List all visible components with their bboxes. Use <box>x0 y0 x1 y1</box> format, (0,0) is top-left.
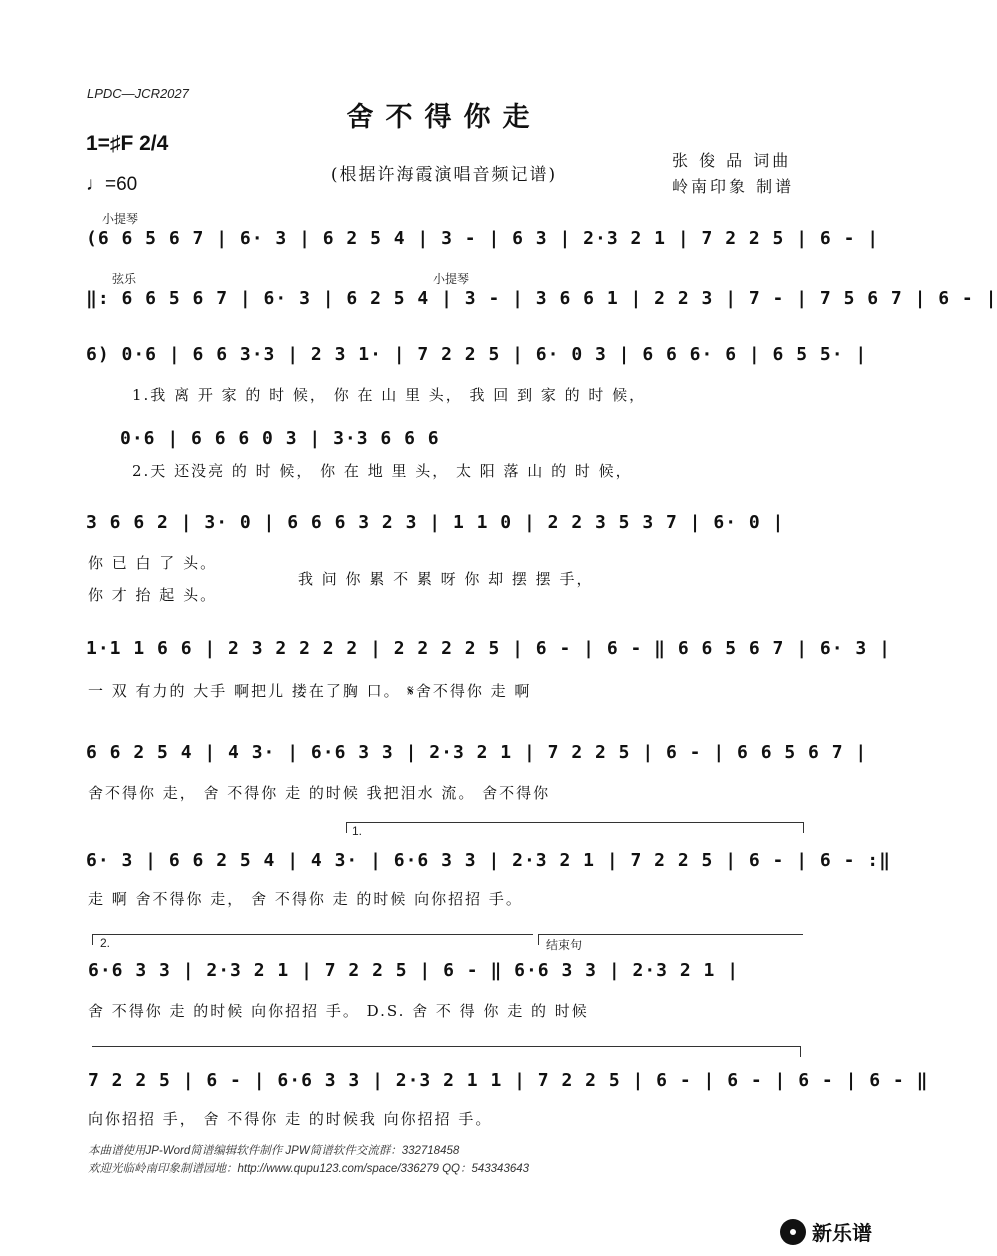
volta-bracket <box>346 822 804 833</box>
notation-line: 6·6 3 3 | 2·3 2 1 | 7 2 2 5 | 6 - ‖ 6·6 3 3 | 2·3 2 1 | <box>88 960 740 981</box>
lyric-line: 舍 不得你 走 的时候 向你招招 手。 D.S. 舍 不 得 你 走 的 时候 <box>88 1002 589 1020</box>
notation-line: ‖: 6 6 5 6 7 | 6· 3 | 6 2 5 4 | 3 - | 3 6 6 1 | 2 2 3 | 7 - | 7 5 6 7 | 6 - | <box>86 288 997 309</box>
instrument-label: 弦乐 <box>112 272 137 286</box>
volta-bracket <box>92 934 533 945</box>
score-code: LPDC—JCR2027 <box>87 86 189 101</box>
ending-label: 结束句 <box>546 938 583 952</box>
lyric-line: 2.天 还没亮 的 时 候， 你 在 地 里 头， 太 阳 落 山 的 时 候， <box>132 462 633 480</box>
lyric-line: 一 双 有力的 大手 啊把儿 搂在了胸 口。 𝄋舍不得你 走 啊 <box>88 682 532 700</box>
volta-number: 2. <box>100 936 111 950</box>
notation-line: 6) 0·6 | 6 6 3·3 | 2 3 1· | 7 2 2 5 | 6· 0 3 | 6 6 6· 6 | 6 5 5· | <box>86 344 868 365</box>
lyric-line: 你 才 抬 起 头。 <box>88 586 218 604</box>
page-title: 舍不得你走 <box>346 102 542 133</box>
lyric-line: 舍不得你 走， 舍 不得你 走 的时候 我把泪水 流。 舍不得你 <box>88 784 551 802</box>
notation-line: (6 6 5 6 7 | 6· 3 | 6 2 5 4 | 3 - | 6 3 | 2·3 2 1 | 7 2 2 5 | 6 - | <box>86 228 880 249</box>
notation-line: 7 2 2 5 | 6 - | 6·6 3 3 | 2·3 2 1 1 | 7 2 2 5 | 6 - | 6 - | 6 - | 6 - ‖ <box>88 1070 929 1091</box>
footer-line: 欢迎光临岭南印象制谱园地：http://www.qupu123.com/space/336279 QQ：543343643 <box>88 1163 530 1175</box>
volta-number: 1. <box>352 824 363 838</box>
site-logo <box>780 1217 872 1246</box>
instrument-label: 小提琴 <box>102 212 139 226</box>
notation-line: 3 6 6 2 | 3· 0 | 6 6 6 3 2 3 | 1 1 0 | 2 2 3 5 3 7 | 6· 0 | <box>86 512 785 533</box>
lyric-line: 走 啊 舍不得你 走， 舍 不得你 走 的时候 向你招招 手。 <box>88 890 523 908</box>
logo-text: 新乐谱 <box>812 1221 872 1245</box>
footer-line: 本曲谱使用JP-Word简谱编辑软件制作 JPW简谱软件交流群：332718458 <box>88 1145 460 1157</box>
arranger-credit: 岭南印象 制谱 <box>672 177 795 196</box>
instrument-label: 小提琴 <box>433 272 470 286</box>
subtitle: (根据许海霞演唱音频记谱) <box>330 165 558 185</box>
key-signature: 1=♯F 2/4 <box>86 132 169 155</box>
notation-line: 6· 3 | 6 6 2 5 4 | 4 3· | 6·6 3 3 | 2·3 2 1 | 7 2 2 5 | 6 - | 6 - :‖ <box>86 850 891 871</box>
vinyl-disc-icon <box>780 1219 806 1245</box>
notation-line: 1·1 1 6 6 | 2 3 2 2 2 2 | 2 2 2 2 5 | 6 - | 6 - ‖ 6 6 5 6 7 | 6· 3 | <box>86 638 891 659</box>
lyric-line: 向你招招 手， 舍 不得你 走 的时候我 向你招招 手。 <box>88 1110 493 1128</box>
lyric-line: 1.我 离 开 家 的 时 候， 你 在 山 里 头， 我 回 到 家 的 时 候， <box>132 386 647 404</box>
lyric-line: 我 问 你 累 不 累 呀 你 却 摆 摆 手， <box>298 570 594 588</box>
tempo-marking: ♩=60 <box>86 174 138 195</box>
notation-line: 0·6 | 6 6 6 0 3 | 3·3 6 6 6 <box>120 428 440 449</box>
notation-line: 6 6 2 5 4 | 4 3· | 6·6 3 3 | 2·3 2 1 | 7 2 2 5 | 6 - | 6 6 5 6 7 | <box>86 742 868 763</box>
composer-credit: 张 俊 品 词曲 <box>672 151 792 170</box>
ending-bracket <box>92 1046 801 1057</box>
lyric-line: 你 已 白 了 头。 <box>88 554 218 572</box>
